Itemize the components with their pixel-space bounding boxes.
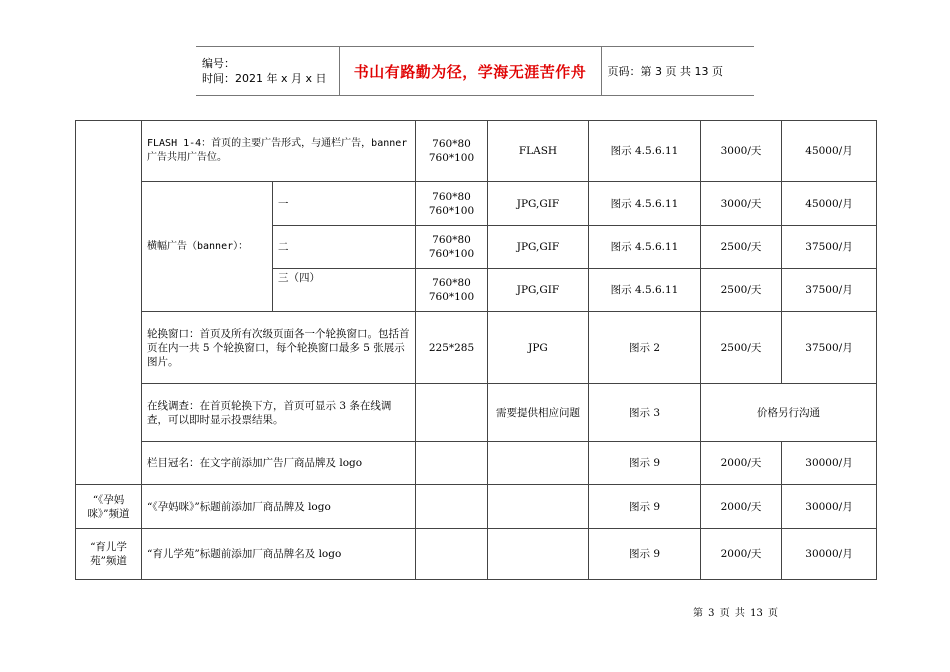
- ad-size: [416, 442, 488, 485]
- channel-name: “育儿学苑”频道: [76, 529, 142, 580]
- serial-label: 编号：: [202, 57, 235, 70]
- day-price: 2000/天: [701, 529, 782, 580]
- ad-figure: 图示 9: [589, 485, 701, 529]
- ad-figure: 图示 4.5.6.11: [589, 226, 701, 269]
- page-footer: 第 3 页 共 13 页: [693, 608, 778, 619]
- month-price: 37500/月: [782, 269, 877, 312]
- ad-sub-item: 二: [273, 226, 416, 269]
- ad-format: [488, 485, 589, 529]
- ad-description: “《孕妈咪》”标题前添加厂商品牌及 logo: [142, 485, 416, 529]
- channel-name: “《孕妈咪》”频道: [76, 485, 142, 529]
- ad-size-line: 760*80: [432, 190, 471, 203]
- ad-size: [416, 226, 488, 269]
- ad-sub-item: 三（四）: [273, 269, 416, 312]
- header-meta: [196, 47, 339, 96]
- ad-format: 需要提供相应问题: [488, 384, 589, 442]
- table-row: [76, 485, 877, 529]
- ad-size-line: 760*80: [432, 234, 471, 246]
- ad-size-line: 760*100: [428, 291, 475, 303]
- ad-size-line: 760*100: [428, 152, 475, 164]
- header-motto: 书山有路勤为径，学海无涯苦作舟: [339, 47, 601, 96]
- ad-figure: 图示 4.5.6.11: [589, 269, 701, 312]
- ad-format: JPG,GIF: [488, 226, 589, 269]
- ad-format: JPG,GIF: [488, 269, 589, 312]
- ad-group-label: 横幅广告（banner）：: [142, 182, 273, 312]
- month-price: 45000/月: [782, 121, 877, 182]
- ad-figure: 图示 9: [589, 442, 701, 485]
- month-price: 30000/月: [782, 529, 877, 580]
- ad-figure: 图示 9: [589, 529, 701, 580]
- day-price: 2500/天: [701, 226, 782, 269]
- page-code: 页码：第 3 页 共 13 页: [601, 47, 754, 96]
- day-price: 2000/天: [701, 485, 782, 529]
- table-row: [76, 312, 877, 384]
- ad-size-line: 760*80: [432, 138, 471, 150]
- ad-figure: 图示 4.5.6.11: [589, 182, 701, 226]
- table-row: [76, 442, 877, 485]
- ad-size-line: 760*80: [432, 277, 471, 289]
- ad-format: [488, 529, 589, 580]
- channel-cell-home: [76, 121, 142, 485]
- ad-pricing-table: [75, 120, 877, 580]
- ad-sub-item: 一: [273, 182, 416, 226]
- ad-size: [416, 269, 488, 312]
- table-row: [76, 384, 877, 442]
- day-price: 2500/天: [701, 312, 782, 384]
- time-label: 时间：2021 年 x 月 x 日: [202, 72, 327, 85]
- ad-size: 225*285: [416, 312, 488, 384]
- ad-format: JPG: [488, 312, 589, 384]
- ad-size: [416, 121, 488, 182]
- ad-size: [416, 529, 488, 580]
- ad-size-line: 760*100: [428, 204, 475, 217]
- price-note: 价格另行沟通: [701, 384, 877, 442]
- table-row: [76, 529, 877, 580]
- month-price: 37500/月: [782, 226, 877, 269]
- ad-description: “育儿学苑”标题前添加厂商品牌名及 logo: [142, 529, 416, 580]
- ad-description: 在线调查：在首页轮换下方，首页可显示 3 条在线调查，可以即时显示投票结果。: [142, 384, 416, 442]
- ad-size: [416, 384, 488, 442]
- ad-format: FLASH: [488, 121, 589, 182]
- ad-figure: 图示 3: [589, 384, 701, 442]
- day-price: 3000/天: [701, 182, 782, 226]
- ad-description: FLASH 1-4：首页的主要广告形式，与通栏广告，banner广告共用广告位。: [142, 121, 416, 182]
- ad-figure: 图示 4.5.6.11: [589, 121, 701, 182]
- ad-format: [488, 442, 589, 485]
- table-row: [76, 182, 877, 226]
- page-header: [196, 46, 754, 96]
- ad-format: JPG,GIF: [488, 182, 589, 226]
- day-price: 3000/天: [701, 121, 782, 182]
- month-price: 30000/月: [782, 485, 877, 529]
- table-row: [76, 121, 877, 182]
- day-price: 2000/天: [701, 442, 782, 485]
- month-price: 37500/月: [782, 312, 877, 384]
- day-price: 2500/天: [701, 269, 782, 312]
- ad-description: 栏目冠名：在文字前添加广告厂商品牌及 logo: [142, 442, 416, 485]
- ad-size: [416, 182, 488, 226]
- month-price: 45000/月: [782, 182, 877, 226]
- ad-size: [416, 485, 488, 529]
- month-price: 30000/月: [782, 442, 877, 485]
- ad-size-line: 760*100: [428, 248, 475, 260]
- ad-figure: 图示 2: [589, 312, 701, 384]
- ad-description: 轮换窗口：首页及所有次级页面各一个轮换窗口。包括首页在内一共 5 个轮换窗口，每个轮换窗口最多 5 张展示图片。: [142, 312, 416, 384]
